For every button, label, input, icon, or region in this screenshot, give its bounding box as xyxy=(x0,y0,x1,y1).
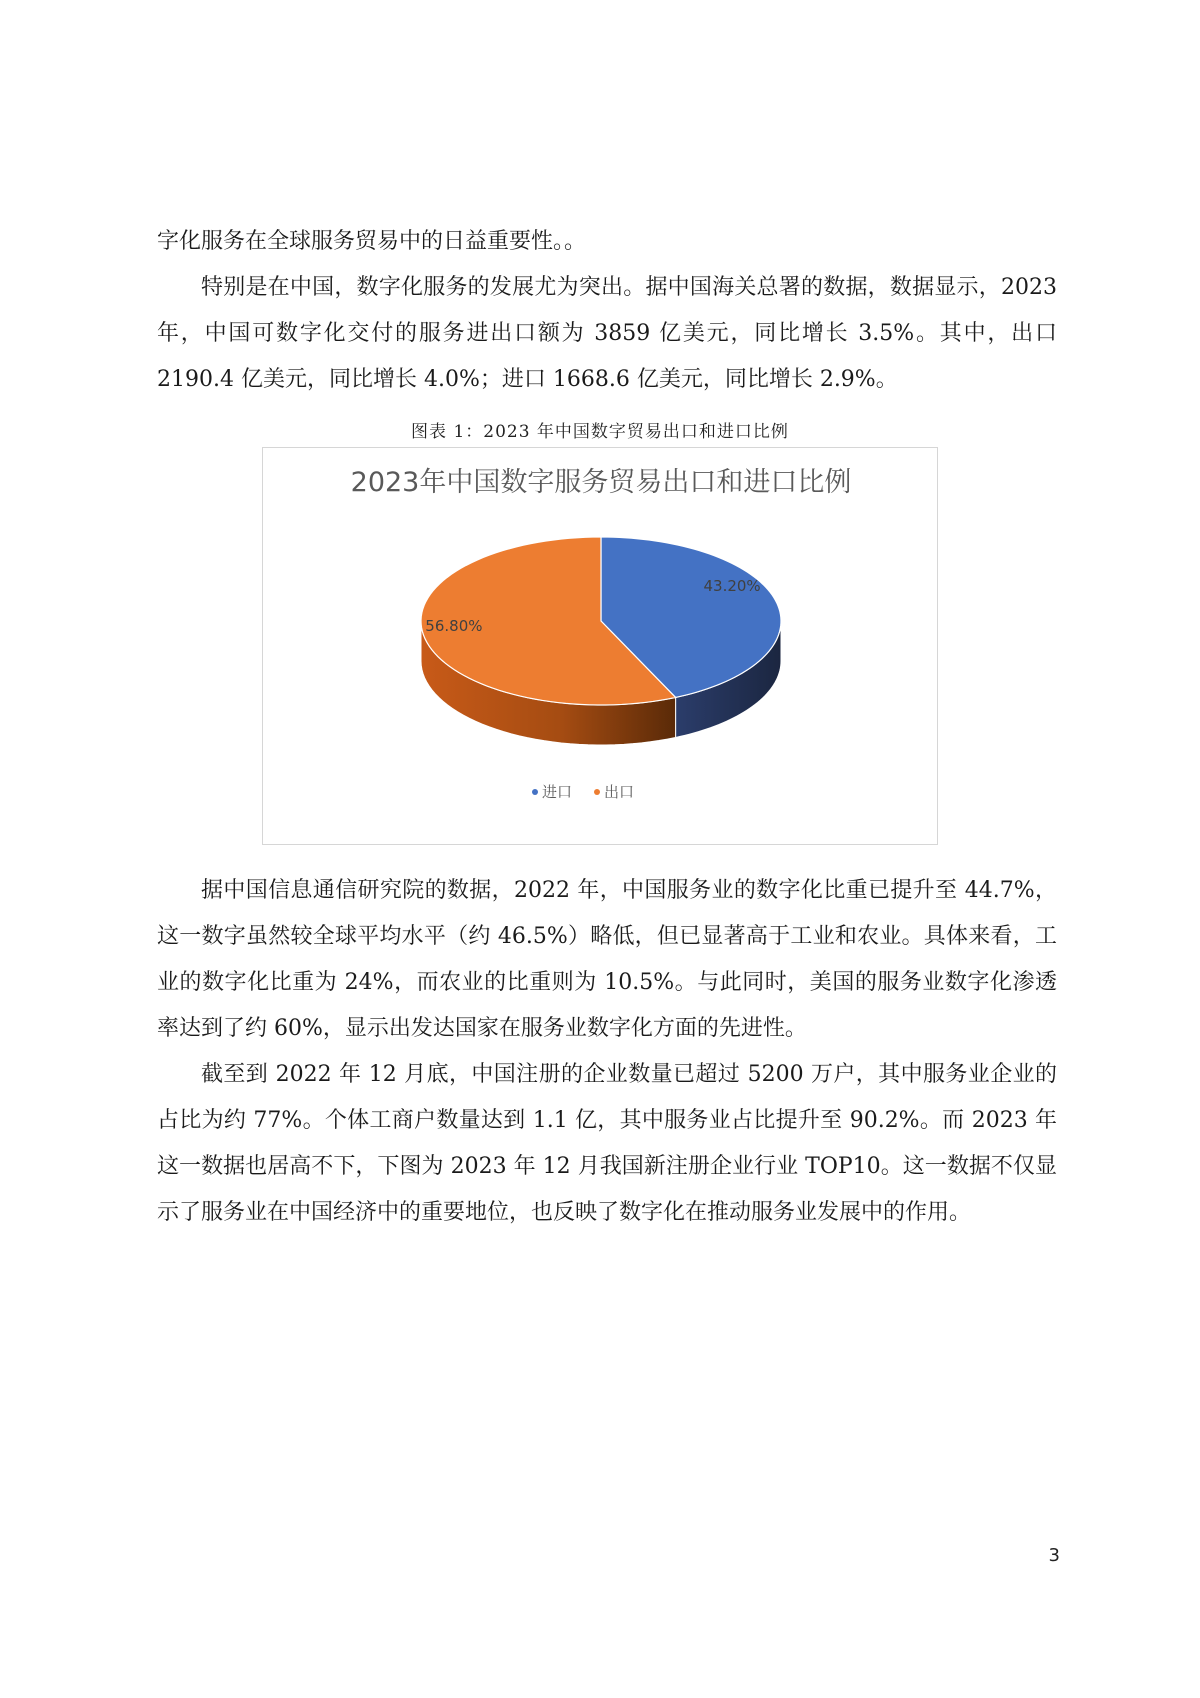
data-label-export: 56.80% xyxy=(425,617,483,635)
page-number: 3 xyxy=(1048,1545,1060,1566)
legend-marker-import xyxy=(532,789,538,795)
paragraph-continuation: 字化服务在全球服务贸易中的日益重要性。。 xyxy=(157,229,587,254)
data-label-import: 43.20% xyxy=(703,577,761,595)
pie-chart xyxy=(262,447,938,845)
legend-marker-export xyxy=(594,789,600,795)
paragraph-enterprise-registration: 截至到 2022 年 12 月底，中国注册的企业数量已超过 5200 万户，其中服务业企业的占比为约 77%。个体工商户数量达到 1.1 亿，其中服务业占比提升至 90.2%。而 2023 年这一数据也居高不下，下图为 2023 年 12 月我国新注册企业行业 TOP10。这一数据不仅显示了服务业在中国经济中的重要地位，也反映了数字化在推动服务业发展中的作用。 xyxy=(157,1062,1057,1225)
legend-label-import: 进口 xyxy=(542,783,573,801)
figure-caption: 图表 1：2023 年中国数字贸易出口和进口比例 xyxy=(411,422,789,442)
chart-title: 2023年中国数字服务贸易出口和进口比例 xyxy=(350,467,852,498)
paragraph-service-digitalization: 据中国信息通信研究院的数据，2022 年，中国服务业的数字化比重已提升至 44.7%，这一数字虽然较全球平均水平（约 46.5%）略低，但已显著高于工业和农业。具体来看，工业的数字化比重为 24%，而农业的比重则为 10.5%。与此同时，美国的服务业数字化渗透率达到了约 60%，显示出发达国家在服务业数字化方面的先进性。 xyxy=(157,878,1057,1041)
paragraph-digital-services-china: 特别是在中国，数字化服务的发展尤为突出。据中国海关总署的数据，数据显示，2023 年，中国可数字化交付的服务进出口额为 3859 亿美元，同比增长 3.5%。其中，出口 2190.4 亿美元，同比增长 4.0%；进口 1668.6 亿美元，同比增长 2.9%。 xyxy=(157,275,1057,392)
legend-label-export: 出口 xyxy=(604,783,635,801)
